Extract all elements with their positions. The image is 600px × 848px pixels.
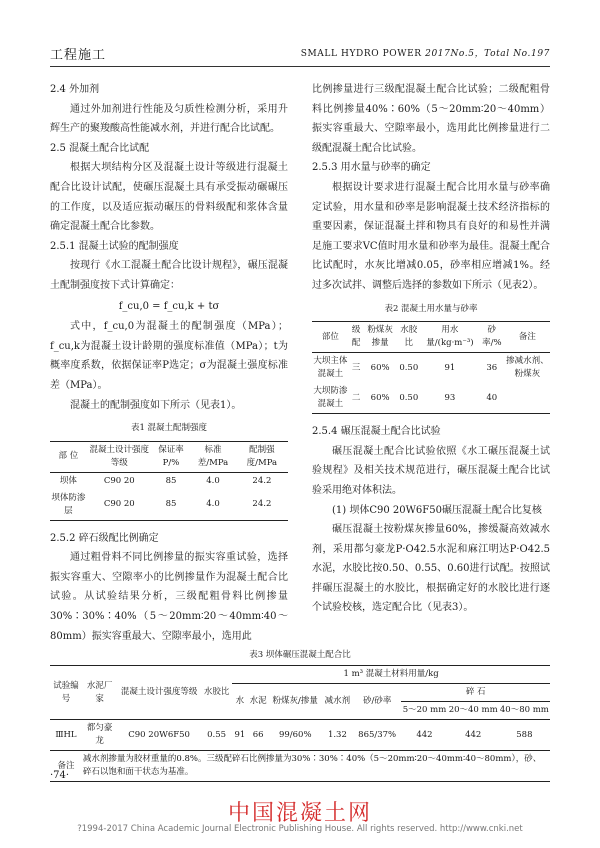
heading-2-5-4-1: (1) 坝体C90 20W6F50碾压混凝土配合比复核 bbox=[332, 504, 542, 516]
table3-header: 粉煤灰/掺量 bbox=[269, 684, 322, 720]
table-cell: 24.2 bbox=[252, 475, 272, 486]
heading-2-5-4: 2.5.4 碾压混凝土配合比试验 bbox=[312, 426, 441, 438]
copyright-footer: ?1994-2017 China Academic Journal Electronic Publishing House. All rights reserved. http://www.cnki.net bbox=[77, 824, 523, 834]
table-cell: 588 bbox=[516, 729, 533, 740]
heading-2-5: 2.5 混凝土配合比试配 bbox=[50, 142, 150, 154]
table-cell: 93 bbox=[444, 392, 456, 403]
table2-header: 砂率/% bbox=[482, 325, 502, 349]
table2-header: 用水量/(kg·m⁻³) bbox=[426, 325, 474, 349]
table3-header: 5～20 mm bbox=[401, 702, 447, 720]
table-cell: C90 20 bbox=[103, 475, 135, 486]
table-cell: 三 bbox=[351, 362, 361, 373]
table3-header: 水泥厂家 bbox=[82, 666, 117, 720]
para-2-5-2: 通过粗骨料不同比例掺量的振实容重试验，选择振实容重大、空隙率小的比例掺量作为混凝土配合比试验。从试验结果分析，三级配粗骨料比例掺量30%∶30%∶40%（5～20mm∶20～40mm∶40～80mm）振实容重最大、空隙率最小，选用此 bbox=[50, 552, 288, 642]
table-row bbox=[312, 353, 550, 384]
table3-header: 试验编号 bbox=[50, 666, 82, 720]
para-2-5-1-symbols: 式中，f_cu,0为混凝土的配制强度（MPa）；f_cu,k为混凝土设计龄期的强度标准值（MPa）；t为概率度系数，依据保证率P选定；σ为混凝土强度标准差（MPa）。 bbox=[50, 321, 288, 391]
table3-note-row bbox=[50, 751, 550, 782]
table-cell: 36 bbox=[486, 362, 498, 373]
heading-2-5-2: 2.5.2 碎石级配比例确定 bbox=[50, 532, 159, 544]
header-journal bbox=[301, 46, 550, 59]
strength-formula: f_cu,0 = f_cu,k + tσ bbox=[118, 300, 220, 312]
table3-header: 混凝土设计强度等级 bbox=[117, 666, 201, 720]
table1-header: 配制强度/MPa bbox=[246, 444, 278, 468]
para-2-5-4-1: 碾压混凝土按粉煤灰掺量60%，掺缓凝高效减水剂，采用都匀豪龙P·O42.5水泥和麻江明达P·O42.5水泥，水胶比按0.50、0.55、0.60进行试配。按照试拌碾压混凝土的水胶比，根据确定好的水胶比进行逐个试验校核，选定配合比（见表3）。 bbox=[312, 524, 550, 614]
table-row bbox=[50, 490, 288, 521]
table3-header: 40～80 mm bbox=[499, 702, 550, 720]
table3-header: 水泥 bbox=[248, 684, 269, 720]
page-number: ·74· bbox=[50, 770, 70, 781]
table1-header: 部 位 bbox=[58, 451, 79, 462]
heading-2-5-3: 2.5.3 用水量与砂率的确定 bbox=[312, 162, 431, 174]
table-cell: 大坝主体混凝土 bbox=[313, 356, 348, 380]
heading-2-4: 2.4 外加剂 bbox=[50, 84, 100, 95]
table-cell: 91 bbox=[234, 729, 246, 740]
table1 bbox=[50, 441, 288, 521]
table3-header: 水胶比 bbox=[201, 666, 232, 720]
table-cell: 24.2 bbox=[252, 499, 272, 510]
para-2-5: 根据大坝结构分区及混凝土设计等级进行混凝土配合比设计试配，使碾压混凝土具有承受振动碾碾压的工作度，以及适应振动碾压的骨料级配和浆体含量确定混凝土配合比参数。 bbox=[50, 162, 288, 233]
table3-header: 减水剂 bbox=[322, 684, 353, 720]
right-column bbox=[312, 80, 550, 618]
header-journal-name: SMALL HYDRO POWER bbox=[300, 49, 422, 59]
table-cell: 4.0 bbox=[206, 475, 220, 486]
table-cell: C90 20W6F50 bbox=[128, 729, 190, 740]
table-row bbox=[312, 383, 550, 414]
table3-header-group: 1 m³ 混凝土材料用量/kg bbox=[232, 666, 550, 684]
table-cell: C90 20 bbox=[103, 499, 135, 510]
table3-note-label: 备注 bbox=[57, 760, 75, 771]
table-cell: 坝体防渗层 bbox=[51, 492, 86, 516]
left-column bbox=[50, 80, 288, 646]
table-cell: 60% bbox=[370, 392, 390, 403]
table1-header: 混凝土设计强度等级 bbox=[89, 444, 150, 468]
header-issue: 2017No.5，Total No.197 bbox=[425, 49, 550, 59]
table2 bbox=[312, 321, 550, 414]
table3-header: 20～40 mm bbox=[448, 702, 499, 720]
table2-header: 水胶比 bbox=[400, 325, 418, 349]
table2-header: 备注 bbox=[518, 331, 536, 342]
para-2-5-4: 碾压混凝土配合比试验依照《水工碾压混凝土试验规程》及相关技术规范进行，碾压混凝土配合比试验采用绝对体积法。 bbox=[312, 445, 550, 496]
para-2-4: 通过外加剂进行性能及匀质性检测分析，采用升辉生产的聚羧酸高性能减水剂，并进行配合比试配。 bbox=[50, 103, 288, 135]
table-row bbox=[50, 720, 550, 751]
table-cell: 60% bbox=[370, 362, 390, 373]
table3 bbox=[50, 665, 550, 782]
table-cell bbox=[505, 383, 550, 414]
para-2-5-3: 根据设计要求进行混凝土配合比用水量与砂率确定试验，用水量和砂率是影响混凝土技术经济指标的重要因素，保证混凝土拌和物具有良好的和易性并满足施工要求VC值时用水量和砂率为最佳。混凝土配合比试配时，水灰比增减0.05，砂率相应增减1%。经过多次试拌、调整后选择的参数如下所示（见表2）。 bbox=[312, 181, 550, 291]
table1-caption: 表1 混凝土配制强度 bbox=[130, 423, 208, 434]
table-cell: 40 bbox=[486, 392, 498, 403]
table-cell: 865/37% bbox=[358, 729, 397, 740]
table-cell: 1.32 bbox=[327, 729, 347, 740]
table-cell: 0.50 bbox=[399, 392, 419, 403]
table-cell: 4.0 bbox=[206, 499, 220, 510]
table-cell: 91 bbox=[444, 362, 456, 373]
table3-block bbox=[50, 648, 550, 782]
table2-header: 级配 bbox=[351, 325, 361, 349]
table2-header: 部位 bbox=[321, 331, 339, 342]
table3-header: 砂/砂率 bbox=[353, 684, 401, 720]
table-cell: ⅢHL bbox=[55, 729, 77, 740]
table-cell: 85 bbox=[165, 499, 177, 510]
table2-caption: 表2 混凝土用水量与砂率 bbox=[384, 303, 478, 314]
header-rule bbox=[50, 66, 550, 67]
table3-note: 减水剂掺量为胶材重量的0.8%。三级配碎石比例掺量为30%∶30%∶40%（5～20mm∶20～40mm∶40～80mm），砂、碎石以饱和面干状态为基准。 bbox=[82, 754, 542, 777]
para-2-5-2-cont: 比例掺量进行三级配混凝土配合比试验；二级配粗骨料比例掺量40%∶60%（5～20mm∶20～40mm）振实容重最大、空隙率最小，选用此比例掺量进行二级配混凝土配合比试验。 bbox=[312, 84, 550, 154]
table-cell: 66 bbox=[252, 729, 264, 740]
table-cell: 85 bbox=[165, 475, 177, 486]
table1-header: 保证率P/% bbox=[158, 444, 184, 468]
para-2-5-1: 按现行《水工混凝土配合比设计规程》，碾压混凝土配制强度按下式计算确定： bbox=[50, 260, 288, 291]
table-cell: 二 bbox=[351, 392, 361, 403]
table-cell: 都匀豪龙 bbox=[86, 723, 113, 746]
table-cell: 99/60% bbox=[278, 729, 312, 740]
watermark: 中国混凝土网 bbox=[227, 801, 372, 826]
heading-2-5-1: 2.5.1 混凝土试验的配制强度 bbox=[50, 240, 179, 252]
table-row bbox=[50, 472, 288, 490]
table-cell: 坝体 bbox=[59, 475, 77, 486]
table-cell: 442 bbox=[465, 729, 482, 740]
para-2-5-1-ref: 混凝土的配制强度如下所示（见表1）。 bbox=[70, 399, 242, 411]
table3-header: 碎 石 bbox=[401, 684, 550, 702]
table-cell: 442 bbox=[416, 729, 433, 740]
table-cell: 0.50 bbox=[399, 362, 419, 373]
table-cell: 0.55 bbox=[207, 729, 227, 740]
table1-header: 标准差/MPa bbox=[197, 444, 229, 468]
table3-header: 水 bbox=[232, 684, 248, 720]
table3-caption: 表3 坝体碾压混凝土配合比 bbox=[249, 650, 351, 660]
table-cell: 掺减水剂、粉煤灰 bbox=[506, 356, 549, 380]
header-section-title: 工程施工 bbox=[50, 48, 107, 63]
table2-header: 粉煤灰掺量 bbox=[367, 325, 393, 349]
table-cell: 大坝防渗混凝土 bbox=[313, 386, 348, 410]
